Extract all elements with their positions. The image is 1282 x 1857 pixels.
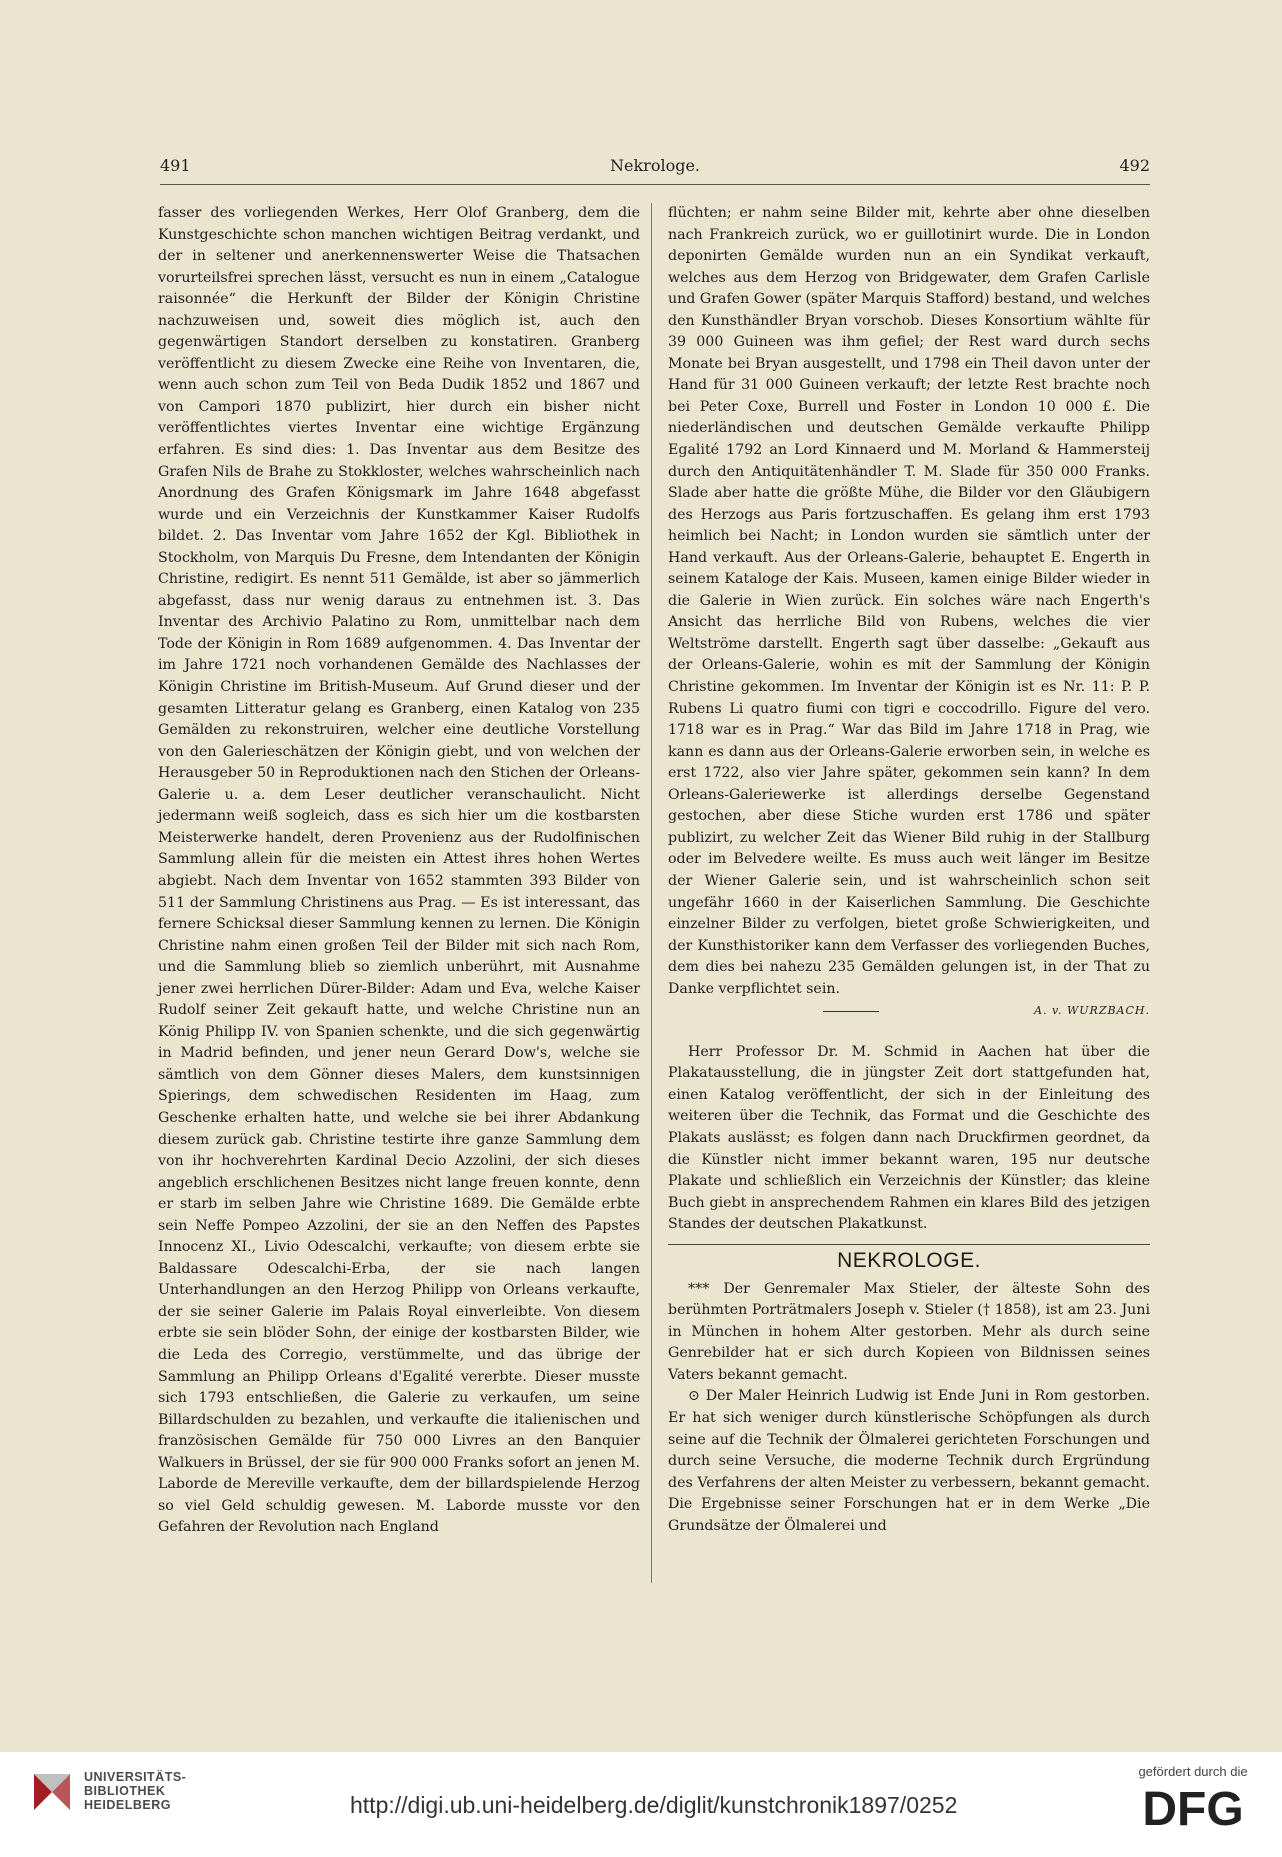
page-number-right: 492 (1119, 156, 1150, 175)
library-name (84, 1770, 186, 1812)
funder-branding[interactable] (1138, 1764, 1248, 1831)
review-continuation: flüchten; er nahm seine Bilder mit, kehrte aber ohne dieselben nach Frankreich zurück, wo er guillotinirt wurde. Die in London deponirten Gemälde wurden nun an ein Syndikat verkauft, welches aus dem Herzog von Bridgewater, dem Grafen Carlisle und Grafen Gower (später Marquis Stafford) bestand, und welches den Kunsthändler Bryan vorschob. Dieses Konsortium wählte für 39 000 Guineen was ihm gefiel; der Rest ward durch sechs Monate bei Bryan ausgestellt, und 1798 ein Theil davon unter der Hand für 31 000 Guineen verkauft; der letzte Rest brachte noch bei Peter Coxe, Burrell und Foster in London 10 000 £. Die niederländischen und deutschen Gemälde verkaufte Philipp Egalité 1792 an Lord Kinnaerd und M. Morland & Hammersteij durch den Antiquitätenhändler T. M. Slade für 350 000 Franks. Slade aber hatte die größte Mühe, die Bilder vor den Gläubigern des Herzogs aus Paris fortzuschaffen. Es gelang ihm erst 1793 heimlich bei Nacht; in London wurden sie sämtlich unter der Hand verkauft. Aus der Orleans-Galerie, behauptet E. Engerth in seinem Kataloge der Kais. Museen, kamen einige Bilder wieder in die Galerie in Wien zurück. Ein solches wäre nach Engerth's Ansicht das herrliche Bild von Rubens, welches die vier Weltströme darstellt. Engerth sagt über dasselbe: „Gekauft aus der Orleans-Galerie, wohin es mit der Sammlung der Königin Christine gekommen. Im Inventar der Königin ist es Nr. 11: P. P. Rubens Li quatro fiumi con tigri e coccodrillo. Figure del vero. 1718 war es in Prag.“ War das Bild im Jahre 1718 in Prag, wie kann es dann aus der Orleans-Galerie erworben sein, in welche es erst 1722, also vier Jahre später, gekommen sein kann? In dem Orleans-Galeriewerke ist allerdings derselbe Gegenstand gestochen, aber diese Stiche wurden erst 1786 und später publizirt, zu welcher Zeit das Wiener Bild ruhig in der Stallburg oder im Belvedere weilte. Es muss auch weit länger im Besitze der Wiener Galerie sein, und ist wahrscheinlich schon seit ungefähr 1660 in der Kaiserlichen Sammlung. Die Geschichte einzelner Bilder zu verfolgen, bietet große Schwierigkeiten, und der Kunsthistoriker kann dem Verfasser des vorliegenden Buches, dem dies bei nahezu 235 Gemälden gelungen ist, in der That zu Danke verpflichtet sein. (668, 205, 1150, 997)
obituary-stieler: *** Der Genremaler Max Stieler, der älteste Sohn des berühmten Porträtmalers Joseph v. Stieler († 1858), ist am 23. Juni in München in hohem Alter gestorben. Mehr als durch seine Genrebilder hat er sich durch Kopieen von Bildnissen seines Vaters bekannt gemacht. (668, 1280, 1150, 1383)
dfg-logo-icon (1138, 1785, 1248, 1831)
viewer-footer (0, 1752, 1282, 1857)
signature-line (668, 1000, 1150, 1022)
library-branding[interactable] (30, 1770, 186, 1814)
author-signature: A. v. WURZBACH. (1034, 1004, 1150, 1018)
signature-rule (823, 1011, 879, 1012)
header-rule (160, 184, 1150, 185)
left-column (158, 203, 640, 1539)
column-divider (651, 203, 652, 1583)
right-column (668, 203, 1150, 1537)
section-heading: NEKROLOGE. (837, 1248, 981, 1272)
library-name-line2: BIBLIOTHEK (84, 1784, 166, 1798)
running-header (160, 156, 1150, 182)
page-number-left: 491 (160, 156, 191, 175)
library-logo-icon (30, 1770, 74, 1814)
running-title: Nekrologe. (610, 156, 700, 175)
left-column-text: fasser des vorliegenden Werkes, Herr Olof Granberg, dem die Kunstgeschichte schon manchen wichtigen Beitrag verdankt, und der in seltener und anerkennenswerter Weise die Thatsachen vorurteilsfrei sprechen lässt, versucht es nun in einem „Catalogue raisonnée“ die Herkunft der Bilder der Königin Christine nachzuweisen und, soweit dies möglich ist, auch den gegenwärtigen Standort derselben zu konstatiren. Granberg veröffentlicht zu diesem Zwecke eine Reihe von Inventaren, die, wenn auch schon zum Teil von Beda Dudik 1852 und 1867 und von Campori 1870 publizirt, hier durch ein bisher nicht veröffentlichtes viertes Inventar eine wichtige Ergänzung erfahren. Es sind dies: 1. Das Inventar aus dem Besitze des Grafen Nils de Brahe zu Stokkloster, welches wahrscheinlich nach Anordnung des Grafen Königsmark im Jahre 1648 abgefasst wurde und ein Verzeichnis der Kunstkammer Kaiser Rudolfs bildet. 2. Das Inventar vom Jahre 1652 der Kgl. Bibliothek in Stockholm, von Marquis Du Fresne, dem Intendanten der Königin Christine, redigirt. Es nennt 511 Gemälde, ist aber so jämmerlich abgefasst, dass nur wenig daraus zu entnehmen ist. 3. Das Inventar des Archivio Palatino zu Rom, unmittelbar nach dem Tode der Königin in Rom 1689 aufgenommen. 4. Das Inventar der im Jahre 1721 noch vorhandenen Gemälde des Nachlasses der Königin Christine im British-Museum. Auf Grund dieser und der gesamten Litteratur gelang es Granberg, einen Katalog von 235 Gemälden zu rekonstruiren, welcher eine deutliche Vorstellung von den Galerieschätzen der Königin giebt, und von welchen der Herausgeber 50 in Reproduktionen nach den Stichen der Orleans-Galerie u. a. dem Leser deutlicher veranschaulicht. Nicht jedermann weiß sogleich, dass es sich hier um die kostbarsten Meisterwerke handelt, deren Provenienz aus der Rudolfinischen Sammlung allein für die meisten ein Attest ihres hohen Wertes abgiebt. Nach dem Inventar von 1652 stammten 393 Bilder von 511 der Sammlung Christinens aus Prag. — Es ist interessant, das fernere Schicksal dieser Sammlung kennen zu lernen. Die Königin Christine nahm einen großen Teil der Bilder mit sich nach Rom, und die Sammlung blieb so ziemlich unberührt, mit Ausnahme jener zwei herrlichen Dürer-Bilder: Adam und Eva, welche Kaiser Rudolf seiner Zeit gekauft hatte, und welche Christine nun an König Philipp IV. von Spanien schenkte, und die sich gegenwärtig in Madrid befinden, und jener neun Gerard Dow's, welche sie sämtlich von dem Gönner dieses Malers, dem kunstsinnigen Spierings, dem schwedischen Residenten im Haag, zum Geschenke erhalten hatte, und welche sie bei ihrer Abdankung diesem zurück gab. Christine testirte ihre ganze Sammlung dem von ihr hochverehrten Kardinal Decio Azzolini, der sich dieses angeblich erschlichenen Besitzes nicht lange freuen konnte, denn er starb im selben Jahre wie Christine 1689. Die Gemälde erbte sein Neffe Pompeo Azzolini, der sie an den Neffen des Papstes Innocenz XI., Livio Odescalchi, verkaufte; von diesem erbte sie Baldassare Odescalchi-Erba, der sie nach langen Unterhandlungen an den Herzog Philipp von Orleans verkaufte, der sie seiner Galerie im Palais Royal einverleibte. Von diesem erbte sie sein blöder Sohn, der einige der kostbarsten Bilder, wie die Leda des Corregio, verstümmelte, und das übrige der Sammlung an Philipp Orleans d'Egalité vererbte. Dieser musste sich 1793 entschließen, die Galerie zu verkaufen, um seine Billardschulden zu bezahlen, und verkaufte die italienischen und französischen Gemälde für 750 000 Livres an den Banquier Walkuers in Brüssel, der sie für 900 000 Franks sofort an jenen M. Laborde de Mereville verkaufte, dem der billardspielende Herzog so viel Geld schuldig gewesen. M. Laborde musste vor den Gefahren der Revolution nach England (158, 205, 640, 1536)
section-rule (668, 1244, 1150, 1245)
funded-by-text: gefördert durch die (1138, 1764, 1248, 1779)
permalink-url[interactable]: http://digi.ub.uni-heidelberg.de/diglit/kunstchronik1897/0252 (350, 1792, 958, 1818)
obituary-ludwig: ⊙ Der Maler Heinrich Ludwig ist Ende Juni in Rom gestorben. Er hat sich weniger durch künstlerische Schöpfungen als durch seine auf die Technik der Ölmalerei gerichteten Forschungen und durch seine Versuche, die moderne Technik durch Ergründung des Verfahrens der alten Meister zu verbessern, bekannt gemacht. Die Ergebnisse seiner Forschungen hat er in dem Werke „Die Grundsätze der Ölmalerei und (668, 1388, 1150, 1534)
funder-name: DFG (1142, 1785, 1244, 1831)
library-name-line3: HEIDELBERG (84, 1798, 171, 1812)
plakat-paragraph: Herr Professor Dr. M. Schmid in Aachen hat über die Plakatausstellung, die in jüngster Zeit dort stattgefunden hat, einen Katalog veröffentlicht, der sich in der Einleitung des weiteren über die Technik, das Format und die Geschichte des Plakats auslässt; es folgen dann nach Druckfirmen geordnet, da die Künstler nicht immer bekannt waren, 195 nur deutsche Plakate und schließlich ein Verzeichnis der Künstler; das kleine Buch giebt in ansprechendem Rahmen ein klares Bild des jetzigen Standes der deutschen Plakatkunst. (668, 1043, 1150, 1233)
library-name-line1: UNIVERSITÄTS- (84, 1770, 187, 1784)
